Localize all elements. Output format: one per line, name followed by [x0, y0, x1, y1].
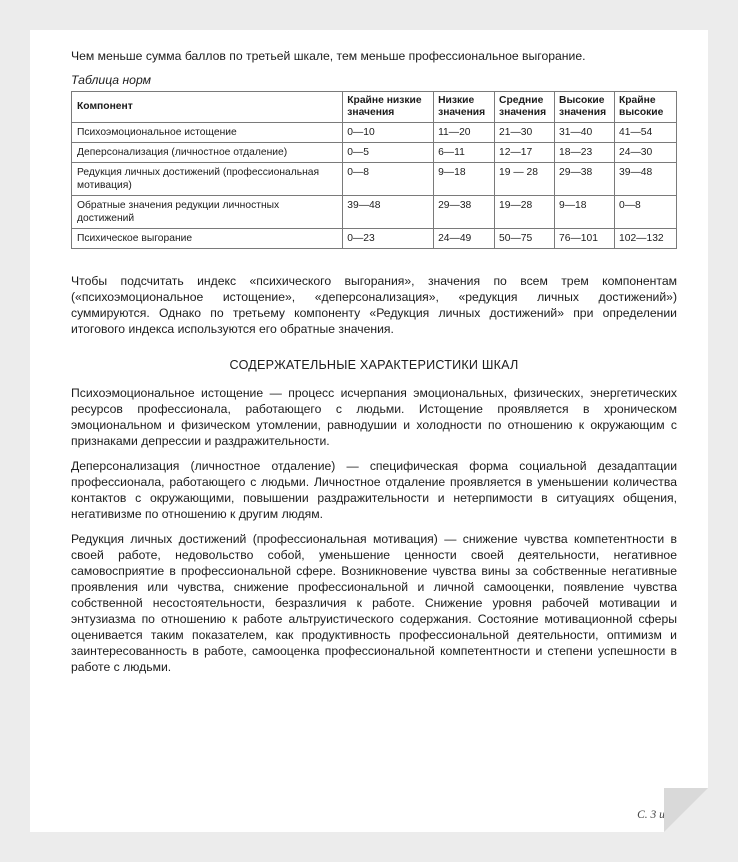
cell-value: 11—20 — [434, 123, 495, 143]
section-heading: СОДЕРЖАТЕЛЬНЫЕ ХАРАКТЕРИСТИКИ ШКАЛ — [229, 358, 519, 372]
cell-component: Психоэмоциональное истощение — [72, 123, 343, 143]
cell-value: 29—38 — [434, 196, 495, 229]
norms-table — [71, 91, 677, 249]
cell-value: 29—38 — [555, 163, 615, 196]
header-medium: Средние значения — [495, 92, 555, 123]
cell-component: Деперсонализация (личностное отдаление) — [72, 143, 343, 163]
table-row — [72, 123, 677, 143]
header-high: Высокие значения — [555, 92, 615, 123]
header-very-low: Крайне низкие значения — [343, 92, 434, 123]
table-row — [72, 229, 677, 249]
cell-value: 39—48 — [343, 196, 434, 229]
header-very-high: Крайне высокие — [614, 92, 676, 123]
table-row — [72, 196, 677, 229]
table-row — [72, 143, 677, 163]
cell-value: 0—8 — [614, 196, 676, 229]
paragraph-exhaustion: Психоэмоциональное истощение — процесс исчерпания эмоциональных, физических, энергетических ресурсов профессионала, работающего с людьми. Истощение проявляется в хроническом эмоциональном и физическом утомлении, равнодушии и холодности по отношению к окружающим с признаками депрессии и раздражительности. — [71, 386, 677, 448]
cell-value: 0—8 — [343, 163, 434, 196]
cell-value: 21—30 — [495, 123, 555, 143]
cell-value: 41—54 — [614, 123, 676, 143]
cell-value: 24—30 — [614, 143, 676, 163]
table-caption: Таблица норм — [71, 73, 151, 87]
header-component: Компонент — [72, 92, 343, 123]
cell-value: 9—18 — [555, 196, 615, 229]
cell-value: 12—17 — [495, 143, 555, 163]
intro-text: Чем меньше сумма баллов по третьей шкале, тем меньше профессиональное выгорание. — [71, 49, 586, 63]
page-corner-fold — [664, 788, 708, 832]
cell-component: Психическое выгорание — [72, 229, 343, 249]
cell-value: 31—40 — [555, 123, 615, 143]
header-low: Низкие значения — [434, 92, 495, 123]
page-number: С. 3 из 3 — [637, 809, 678, 821]
cell-value: 19 — 28 — [495, 163, 555, 196]
page-content — [71, 48, 677, 675]
index-paragraph: Чтобы подсчитать индекс «психического выгорания», значения по всем трем компонентам («психоэмоциональное истощение», «деперсонализация», «редукция личных достижений») суммируются. Однако по третьему компоненту «Редукция личных достижений» при определении итогового индекса используются его обратные значения. — [71, 274, 677, 336]
cell-value: 39—48 — [614, 163, 676, 196]
cell-value: 6—11 — [434, 143, 495, 163]
table-header-row — [72, 92, 677, 123]
document-page — [30, 30, 708, 832]
cell-value: 50—75 — [495, 229, 555, 249]
cell-value: 0—23 — [343, 229, 434, 249]
paragraph-depersonalization: Деперсонализация (личностное отдаление) — специфическая форма социальной дезадаптации профессионала, работающего с людьми. Личностное отдаление проявляется в уменьшении количества контактов с окружающими, повышении раздражительности и нетерпимости в ситуациях общения, негативизме по отношению к другим людям. — [71, 459, 677, 521]
cell-component: Обратные значения редукции личностных достижений — [72, 196, 343, 229]
cell-value: 19—28 — [495, 196, 555, 229]
cell-component: Редукция личных достижений (профессиональная мотивация) — [72, 163, 343, 196]
paragraph-reduction: Редукция личных достижений (профессиональная мотивация) — снижение чувства компетентности в своей работе, недовольство собой, уменьшение ценности своей деятельности, негативное самовосприятие в профессиональной сфере. Возникновение чувства вины за собственные негативные проявления или чувства, снижение профессиональной и личной самооценки, появление чувства собственной несостоятельности, безразличия к работе. Снижение уровня рабочей мотивации и энтузиазма по отношению к работе альтруистического содержания. Состояние мотивационной сферы оценивается таким показателем, как продуктивность профессиональной деятельности, оптимизм и заинтересованность в работе, самооценка профессиональной компетентности и степени успешности в работе с людьми. — [71, 532, 677, 674]
table-row — [72, 163, 677, 196]
cell-value: 9—18 — [434, 163, 495, 196]
cell-value: 24—49 — [434, 229, 495, 249]
cell-value: 102—132 — [614, 229, 676, 249]
cell-value: 76—101 — [555, 229, 615, 249]
cell-value: 0—10 — [343, 123, 434, 143]
cell-value: 18—23 — [555, 143, 615, 163]
cell-value: 0—5 — [343, 143, 434, 163]
